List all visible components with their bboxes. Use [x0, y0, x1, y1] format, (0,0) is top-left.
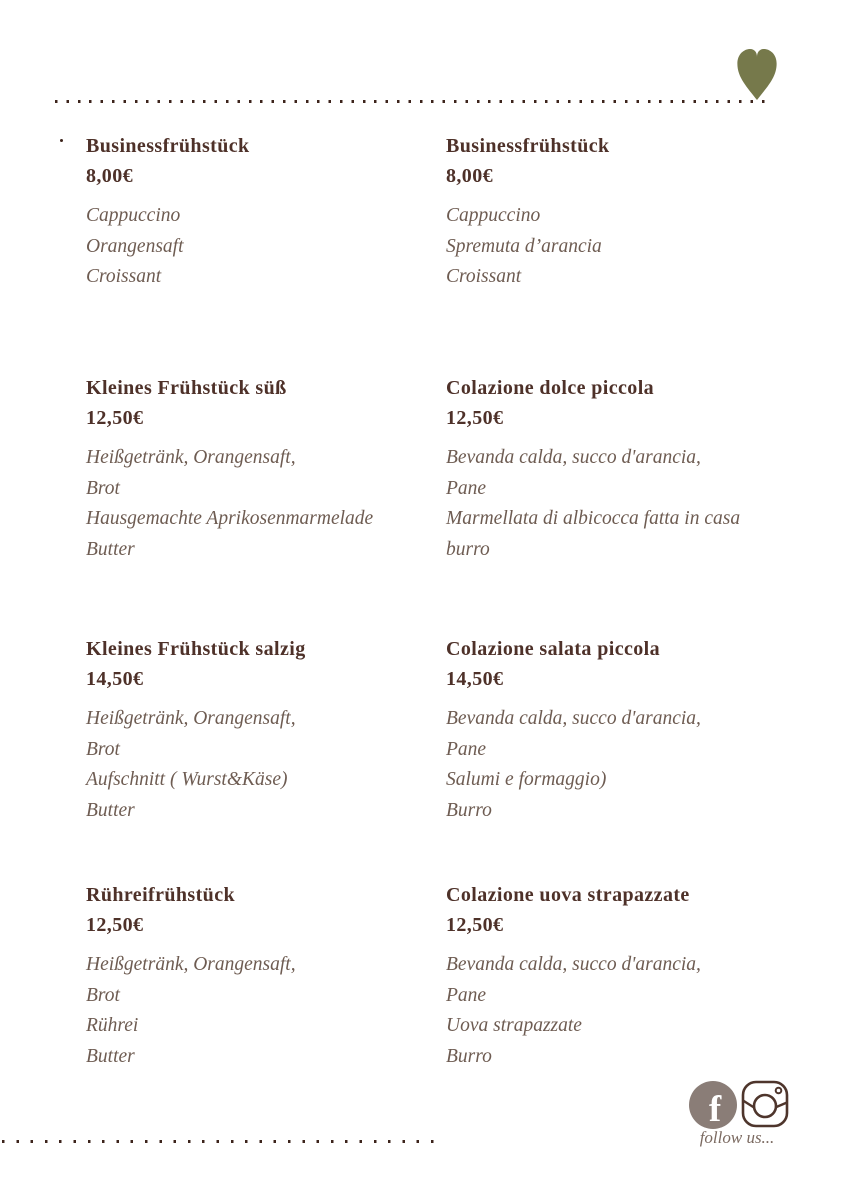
description-line: Heißgetränk, Orangensaft,	[86, 708, 296, 729]
description-line: Cappuccino	[446, 205, 541, 226]
bottom-dotted-divider	[2, 1140, 434, 1143]
menu-item-description	[446, 704, 816, 826]
description-line: Marmellata di albicocca fatta in casa	[446, 508, 741, 529]
menu-item-title: Colazione uova strapazzate	[446, 884, 690, 906]
menu-item-price: 8,00€	[86, 165, 133, 187]
instagram-icon[interactable]	[740, 1079, 790, 1129]
description-line: burro	[446, 538, 490, 560]
menu-item-title: Colazione dolce piccola	[446, 377, 655, 399]
description-line: Croissant	[86, 266, 162, 287]
menu-item-description	[86, 950, 456, 1072]
menu-item-price: 14,50€	[446, 668, 504, 690]
menu-item-price: 12,50€	[86, 914, 144, 936]
menu-block-italian	[446, 373, 816, 565]
menu-item-description	[86, 704, 456, 826]
menu-item-price: 12,50€	[446, 407, 504, 429]
description-line: Brot	[86, 738, 120, 760]
menu-item-price: 12,50€	[86, 407, 144, 429]
description-line: Butter	[86, 538, 135, 560]
top-dotted-divider	[55, 100, 768, 103]
description-line: Pane	[446, 477, 487, 499]
description-line: Butter	[86, 799, 135, 821]
menu-item-price: 14,50€	[86, 668, 144, 690]
description-line: Brot	[86, 984, 120, 1006]
menu-block-italian	[446, 131, 816, 293]
menu-item-price: 12,50€	[446, 914, 504, 936]
description-line: Aufschnitt ( Wurst&Käse)	[86, 769, 288, 790]
menu-item-title: Businessfrühstück	[446, 135, 610, 157]
facebook-icon[interactable]	[689, 1081, 737, 1129]
menu-item-title: Kleines Frühstück salzig	[86, 638, 306, 660]
description-line: Bevanda calda, succo d'arancia,	[446, 447, 701, 468]
menu-item-description	[446, 950, 816, 1072]
menu-block-german	[86, 373, 456, 565]
menu-item-description	[446, 201, 816, 293]
description-line: Hausgemachte Aprikosenmarmelade	[86, 508, 374, 529]
menu-block-german	[86, 131, 456, 293]
description-line: Heißgetränk, Orangensaft,	[86, 954, 296, 975]
description-line: Rührei	[86, 1015, 139, 1036]
menu-item-title: Businessfrühstück	[86, 135, 250, 157]
menu-item-title: Rühreifrühstück	[86, 884, 235, 906]
stray-dot	[60, 139, 63, 142]
description-line: Uova strapazzate	[446, 1015, 582, 1036]
menu-block-german	[86, 880, 456, 1072]
follow-us-label: follow us...	[699, 1128, 775, 1147]
description-line: Croissant	[446, 266, 522, 287]
menu-item-title: Kleines Frühstück süß	[86, 377, 287, 399]
heart-icon	[735, 48, 779, 101]
description-line: Pane	[446, 984, 487, 1006]
facebook-letter: f	[708, 1088, 722, 1130]
description-line: Salumi e formaggio)	[446, 769, 607, 790]
menu-item-title: Colazione salata piccola	[446, 638, 661, 660]
description-line: Brot	[86, 477, 120, 499]
description-line: Burro	[446, 799, 492, 821]
menu-block-italian	[446, 634, 816, 826]
description-line: Orangensaft	[86, 235, 184, 257]
menu-item-price: 8,00€	[446, 165, 493, 187]
menu-block-german	[86, 634, 456, 826]
menu-item-description	[86, 443, 456, 565]
menu-item-description	[446, 443, 816, 565]
menu-item-description	[86, 201, 456, 293]
description-line: Bevanda calda, succo d'arancia,	[446, 954, 701, 975]
description-line: Heißgetränk, Orangensaft,	[86, 447, 296, 468]
menu-block-italian	[446, 880, 816, 1072]
description-line: Bevanda calda, succo d'arancia,	[446, 708, 701, 729]
description-line: Butter	[86, 1045, 135, 1067]
description-line: Cappuccino	[86, 205, 181, 226]
description-line: Burro	[446, 1045, 492, 1067]
description-line: Spremuta d’arancia	[446, 235, 602, 257]
description-line: Pane	[446, 738, 487, 760]
